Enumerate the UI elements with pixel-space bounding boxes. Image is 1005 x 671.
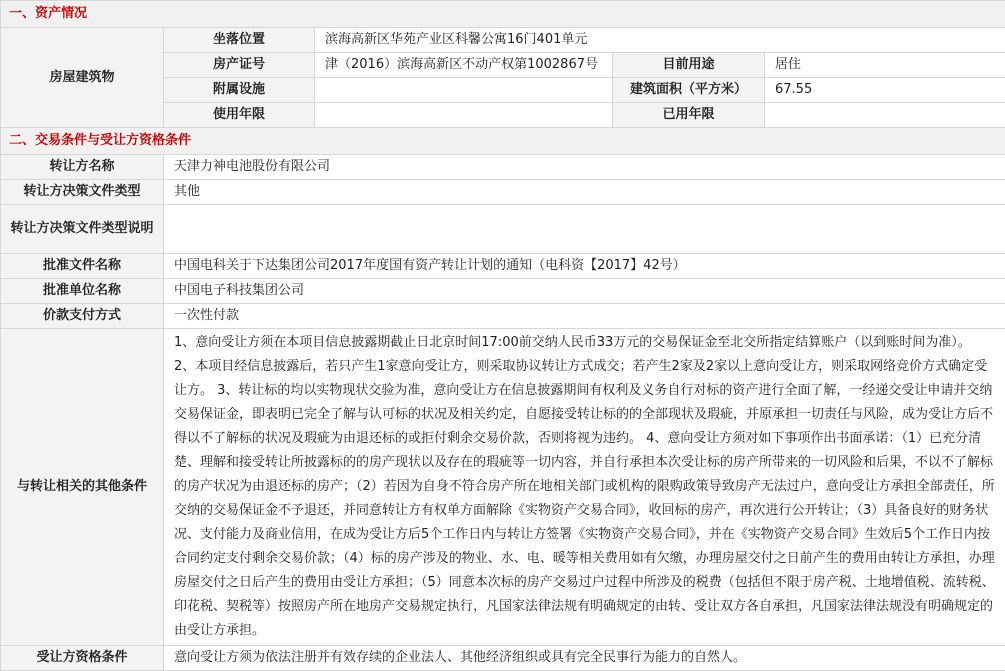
transfer-conditions-table <box>0 127 1005 671</box>
cert-value: 津（2016）滨海高新区不动产权第1002867号 <box>315 53 613 78</box>
row-decision-type <box>1 180 1005 205</box>
qualification-value: 意向受让方须为依法注册并有效存续的企业法人、其他经济组织或具有完全民事行为能力的自然人。 <box>164 646 1005 671</box>
used-label: 已用年限 <box>613 103 765 128</box>
building-group-label: 房屋建筑物 <box>1 28 164 128</box>
row-other-conditions <box>1 329 1005 646</box>
use-value: 居住 <box>765 53 1005 78</box>
decision-type-label: 转让方决策文件类型 <box>1 180 164 205</box>
facility-label: 附属设施 <box>164 78 315 103</box>
section-title-transfer: 二、交易条件与受让方资格条件 <box>1 128 1005 155</box>
row-location <box>1 28 1005 53</box>
row-decision-desc <box>1 205 1005 254</box>
location-value: 滨海高新区华苑产业区科馨公寓16门401单元 <box>315 28 1005 53</box>
decision-desc-value <box>164 205 1005 254</box>
qualification-label: 受让方资格条件 <box>1 646 164 671</box>
used-value <box>765 103 1005 128</box>
section-header-transfer <box>1 128 1005 155</box>
asset-info-table <box>0 0 1005 128</box>
area-value: 67.55 <box>765 78 1005 103</box>
other-conditions-value: 1、意向受让方须在本项目信息披露期截止日北京时间17:00前交纳人民币33万元的交易保证金至北交所指定结算账户（以到账时间为准）。 2、本项目经信息披露后，若只产生1家意向受让方，则采取协议转让方式成交；若产生2家及2家以上意向受让方，则采取网络竞价方式确定受让方。 3、转让标的均以实物现状交验为准，意向受让方在信息披露期间有权利及义务自行对标的资产进行全面了解，一经递交受让申请并交纳交易保证金，即表明已完全了解与认可标的状况及相关约定，自愿接受转让标的的全部现状及瑕疵，并原承担一切责任与风险，成为受让方后不得以不了解标的状况及瑕疵为由退还标的或拒付剩余交易价款，否则将视为违约。 4、意向受让方须对如下事项作出书面承诺：（1）已充分清楚、理解和接受转让所披露标的的房产现状以及存在的瑕疵等一切内容，并自行承担本次受让标的房产所带来的一切风险和后果，不以不了解标的房产状况为由退还标的房产；（2）若因为自身不符合房产所在地相关部门或机构的限购政策导致房产无法过户，意向受让方承担全部责任，所交纳的交易保证金不予退还，并同意转让方有权单方面解除《实物资产交易合同》，收回标的房产，再次进行公开转让；（3）具备良好的财务状况、支付能力及商业信用，在成为受让方后5个工作日内与转让方签署《实物资产交易合同》，并在《实物资产交易合同》生效后5个工作日内按合同约定支付剩余交易价款；（4）标的房产涉及的物业、水、电、暖等相关费用如有欠缴，办理房屋交付之日前产生的费用由转让方承担，办理房屋交付之日后产生的费用由受让方承担；（5）同意本次标的房产交易过户过程中所涉及的税费（包括但不限于房产税、土地增值税、流转税、印花税、契税等）按照房产所在地房产交易规定执行，凡国家法律法规有明确规定的由转、受让双方各自承担，凡国家法律法规没有明确规定的由受让方承担。 <box>164 329 1005 646</box>
section-header-assets <box>1 1 1005 28</box>
row-approval-unit <box>1 279 1005 304</box>
section-title-assets: 一、资产情况 <box>1 1 1005 28</box>
life-value <box>315 103 613 128</box>
life-label: 使用年限 <box>164 103 315 128</box>
decision-desc-label: 转让方决策文件类型说明 <box>1 205 164 254</box>
row-approval-doc <box>1 254 1005 279</box>
approval-doc-label: 批准文件名称 <box>1 254 164 279</box>
payment-label: 价款支付方式 <box>1 304 164 329</box>
other-conditions-label: 与转让相关的其他条件 <box>1 329 164 646</box>
area-label: 建筑面积（平方米） <box>613 78 765 103</box>
decision-type-value: 其他 <box>164 180 1005 205</box>
payment-value: 一次性付款 <box>164 304 1005 329</box>
row-payment <box>1 304 1005 329</box>
approval-unit-value: 中国电子科技集团公司 <box>164 279 1005 304</box>
approval-doc-value: 中国电科关于下达集团公司2017年度国有资产转让计划的通知（电科资【2017】42号） <box>164 254 1005 279</box>
use-label: 目前用途 <box>613 53 765 78</box>
location-label: 坐落位置 <box>164 28 315 53</box>
transferor-name-value: 天津力神电池股份有限公司 <box>164 155 1005 180</box>
facility-value <box>315 78 613 103</box>
cert-label: 房产证号 <box>164 53 315 78</box>
row-transferor-name <box>1 155 1005 180</box>
approval-unit-label: 批准单位名称 <box>1 279 164 304</box>
transferor-name-label: 转让方名称 <box>1 155 164 180</box>
row-qualification <box>1 646 1005 671</box>
